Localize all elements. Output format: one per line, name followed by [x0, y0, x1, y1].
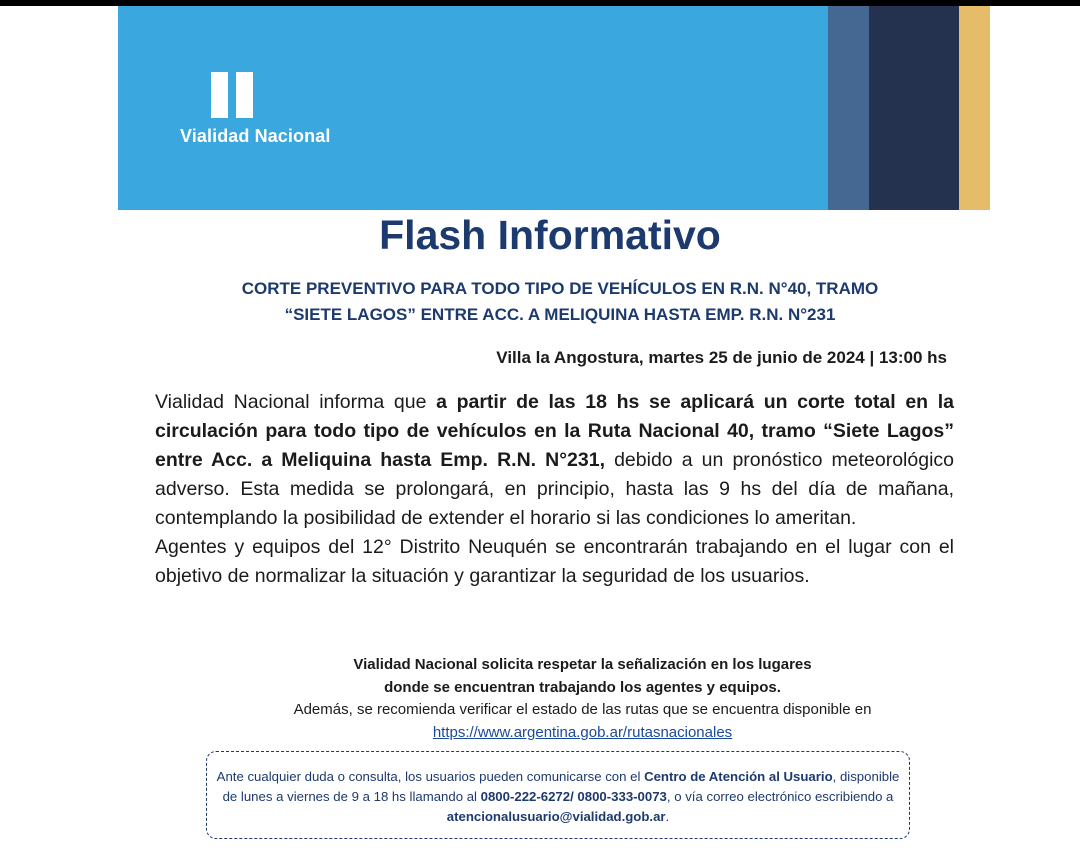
contact-phones: 0800-222-6272/ 0800-333-0073 [480, 789, 667, 804]
page-title: Flash Informativo [379, 212, 721, 258]
advisory-line-1: Vialidad Nacional solicita respetar la señalización en los lugares [353, 656, 812, 673]
brand-name: Vialidad Nacional [180, 126, 331, 146]
paragraph-1 [155, 388, 954, 533]
advisory-line-2: donde se encuentran trabajando los agentes y equipos. [384, 678, 781, 696]
header-band-gold [959, 6, 990, 210]
paragraph-1-rest: debido a un pronóstico meteorológico adverso. Esta medida se prolongará, en principio, hasta las 9 hs del día de mañana, contemplando la posibilidad de extender el horario si las condiciones lo ameritan. [155, 449, 954, 529]
headline-line-2: “SIETE LAGOS” ENTRE ACC. A MELIQUINA HASTA EMP. R.N. N°231 [284, 305, 836, 324]
advisory-line-3: Además, se recomienda verificar el estado de las rutas que se encuentra disponible en [293, 701, 872, 718]
header-band-navy [869, 6, 959, 210]
contact-box [206, 751, 910, 839]
contact-text-3: , o vía correo electrónico escribiendo a [666, 789, 894, 804]
logo-icon-left-bar [211, 72, 228, 118]
paragraph-1-intro: Vialidad Nacional informa que [155, 391, 437, 413]
headline [150, 276, 970, 328]
dateline: Villa la Angostura, martes 25 de junio de 2024 | 13:00 hs [496, 348, 947, 367]
advisory-notes [150, 654, 1015, 744]
paragraph-2: Agentes y equipos del 12° Distrito Neuquén se encontrarán trabajando en el lugar con el objetivo de normalizar la situación y garantizar la seguridad de los usuarios. [155, 536, 954, 587]
contact-email: atencionalusuario@vialidad.gob.ar [446, 809, 666, 824]
paragraph-1-highlight: a partir de las 18 hs se aplicará un corte total en la circulación para todo tipo de vehículos en la Ruta Nacional 40, tramo “Siete Lagos” entre Acc. a Meliquina hasta Emp. R.N. N°231, [155, 391, 954, 471]
header-band-steel [828, 6, 869, 210]
routes-link[interactable]: https://www.argentina.gob.ar/rutasnacionales [432, 723, 733, 741]
headline-line-1: CORTE PREVENTIVO PARA TODO TIPO DE VEHÍCULOS EN R.N. N°40, TRAMO [241, 279, 879, 298]
article-body [155, 388, 954, 591]
contact-text-4: . [665, 809, 670, 824]
contact-text-1: Ante cualquier duda o consulta, los usuarios pueden comunicarse con el [216, 769, 645, 784]
logo-icon-right-bar [236, 72, 253, 118]
contact-text-2: , disponible de lunes a viernes de 9 a 18 hs llamando al [222, 769, 900, 804]
contact-center-name: Centro de Atención al Usuario [644, 769, 833, 784]
